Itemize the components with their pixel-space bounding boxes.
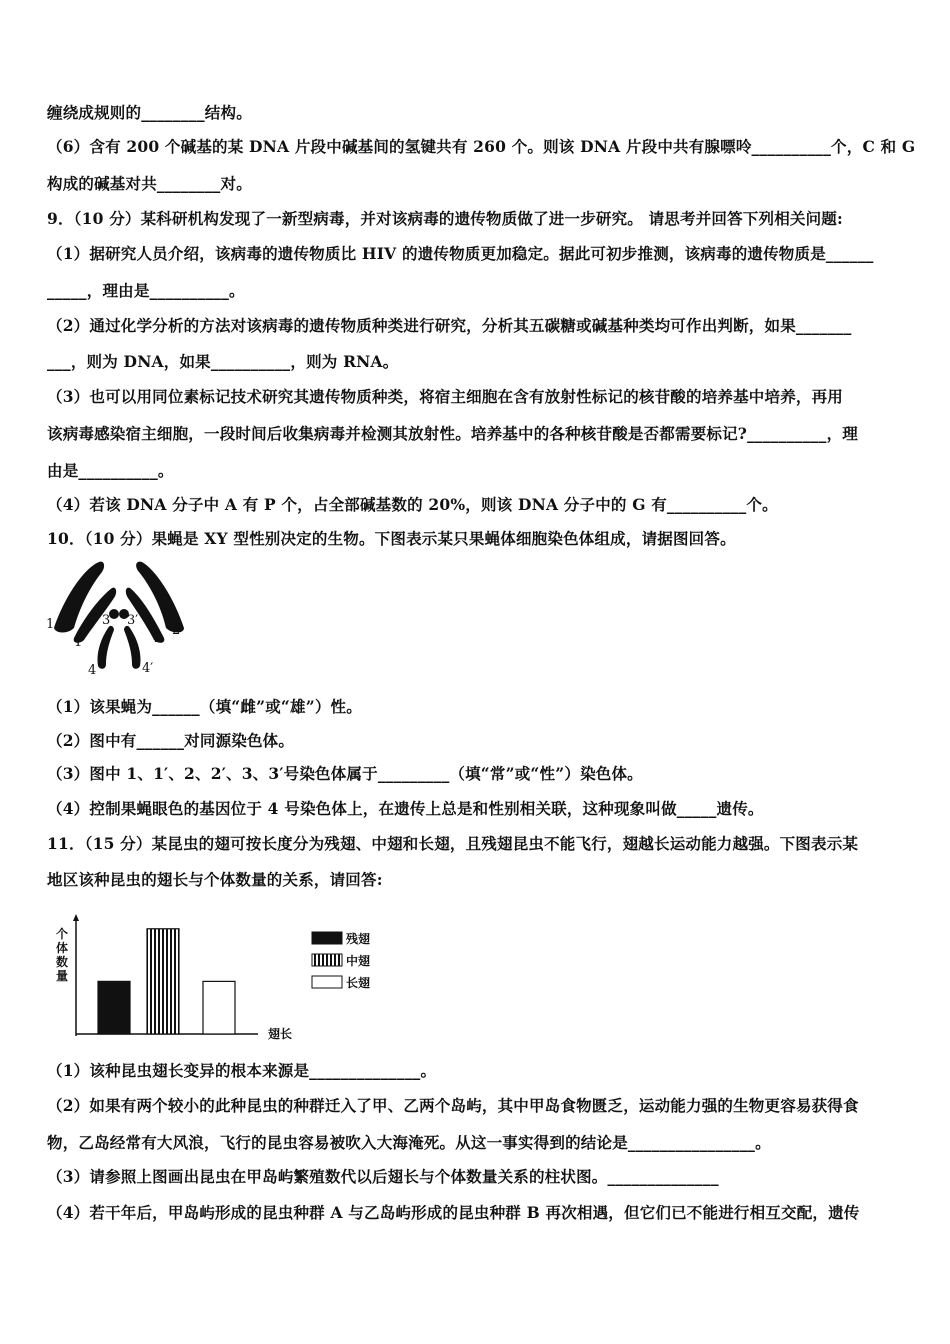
chromosome-label: 1′ bbox=[74, 635, 86, 650]
text-line: 该病毒感染宿主细胞，一段时间后收集病毒并检测其放射性。培养基中的各种核苷酸是否都需要标记?__________，理 bbox=[47, 424, 858, 443]
text-line: _____，理由是__________。 bbox=[47, 281, 245, 300]
chromosome-4-prime bbox=[124, 626, 141, 669]
chromosome-label: 2 bbox=[154, 631, 163, 646]
bar-残翅 bbox=[98, 981, 130, 1034]
text-line: （3）请参照上图画出昆虫在甲岛屿繁殖数代以后翅长与个体数量关系的柱状图。______________ bbox=[47, 1167, 719, 1186]
text-line: （1）据研究人员介绍，该病毒的遗传物质比 HIV 的遗传物质更加稳定。据此可初步推测，该病毒的遗传物质是______ bbox=[47, 244, 874, 263]
chromosome-2-prime bbox=[136, 562, 184, 633]
text-line: （2）通过化学分析的方法对该病毒的遗传物质种类进行研究，分析其五碳糖或碱基种类均可作出判断，如果_______ bbox=[47, 316, 852, 335]
chart-legend bbox=[312, 931, 370, 990]
text-line: 由是__________。 bbox=[47, 461, 174, 480]
chromosome-label: 4 bbox=[88, 663, 97, 678]
legend-swatch-长翅 bbox=[312, 976, 342, 988]
chromosome-label: 3′ bbox=[127, 613, 139, 628]
text-line: （3）也可以用同位素标记技术研究其遗传物质种类，将宿主细胞在含有放射性标记的核苷酸的培养基中培养，再用 bbox=[47, 387, 843, 406]
chromosome-label: 4′ bbox=[142, 661, 154, 676]
y-axis-label bbox=[56, 926, 68, 983]
text-line: 构成的碱基对共________对。 bbox=[47, 174, 252, 193]
chromosome-3 bbox=[109, 609, 119, 619]
text-line: （1）该种昆虫翅长变异的根本来源是______________。 bbox=[47, 1061, 437, 1080]
chromosome-label: 1 bbox=[46, 617, 55, 632]
text-line: （4）若该 DNA 分子中 A 有 P 个，占全部碱基数的 20%，则该 DNA 分子中的 G 有__________个。 bbox=[47, 495, 778, 514]
text-line: 10．（10 分）果蝇是 XY 型性别决定的生物。下图表示某只果蝇体细胞染色体组成，请据图回答。 bbox=[47, 529, 736, 548]
x-axis-label: 翅长 bbox=[268, 1027, 293, 1041]
text-line: （4）若干年后，甲岛屿形成的昆虫种群 A 与乙岛屿形成的昆虫种群 B 再次相遇，但它们已不能进行相互交配，遗传 bbox=[47, 1203, 860, 1222]
text-line: 地区该种昆虫的翅长与个体数量的关系，请回答: bbox=[47, 870, 383, 889]
text-line: （4）控制果蝇眼色的基因位于 4 号染色体上，在遗传上总是和性别相关联，这种现象叫做_____遗传。 bbox=[47, 799, 764, 818]
text-line: （2）图中有______对同源染色体。 bbox=[47, 731, 295, 750]
text-line: （1）该果蝇为______（填“雌”或“雄”）性。 bbox=[47, 697, 362, 716]
text-line: ___，则为 DNA，如果__________，则为 RNA。 bbox=[47, 352, 399, 371]
bar-长翅 bbox=[203, 981, 235, 1034]
chromosome-4 bbox=[97, 626, 114, 669]
y-axis-arrow bbox=[73, 914, 79, 921]
legend-label: 残翅 bbox=[346, 932, 371, 946]
legend-label: 中翅 bbox=[346, 954, 371, 968]
legend-label: 长翅 bbox=[346, 976, 371, 990]
text-line: 11．（15 分）某昆虫的翅可按长度分为残翅、中翅和长翅，且残翅昆虫不能飞行，翅越长运动能力越强。下图表示某 bbox=[47, 834, 859, 853]
text-line: （3）图中 1、1′、2、2′、3、3′号染色体属于_________（填“常”或“性”）染色体。 bbox=[47, 764, 643, 783]
text-line: 物，乙岛经常有大风浪，飞行的昆虫容易被吹入大海淹死。从这一事实得到的结论是________________。 bbox=[47, 1133, 771, 1152]
text-line: 9．（10 分）某科研机构发现了一新型病毒，并对该病毒的遗传物质做了进一步研究。 请思考并回答下列相关问题: bbox=[47, 209, 843, 228]
legend-swatch-中翅 bbox=[312, 954, 342, 966]
y-axis-label-text: 个体数量 bbox=[56, 927, 69, 983]
chromosome-label: 2′ bbox=[172, 623, 184, 638]
chromosome-figure bbox=[44, 558, 194, 682]
wing-length-bar-chart bbox=[50, 912, 390, 1044]
text-line: 缠绕成规则的________结构。 bbox=[47, 103, 252, 122]
text-line: （2）如果有两个较小的此种昆虫的种群迁入了甲、乙两个岛屿，其中甲岛食物匮乏，运动能力强的生物更容易获得食 bbox=[47, 1096, 859, 1115]
chromosome-label: 3 bbox=[102, 613, 111, 628]
text-line: （6）含有 200 个碱基的某 DNA 片段中碱基间的氢键共有 260 个。则该 DNA 片段中共有腺嘌呤__________个，C 和 G bbox=[47, 137, 916, 156]
legend-swatch-残翅 bbox=[312, 932, 342, 944]
bar-中翅 bbox=[147, 929, 179, 1034]
